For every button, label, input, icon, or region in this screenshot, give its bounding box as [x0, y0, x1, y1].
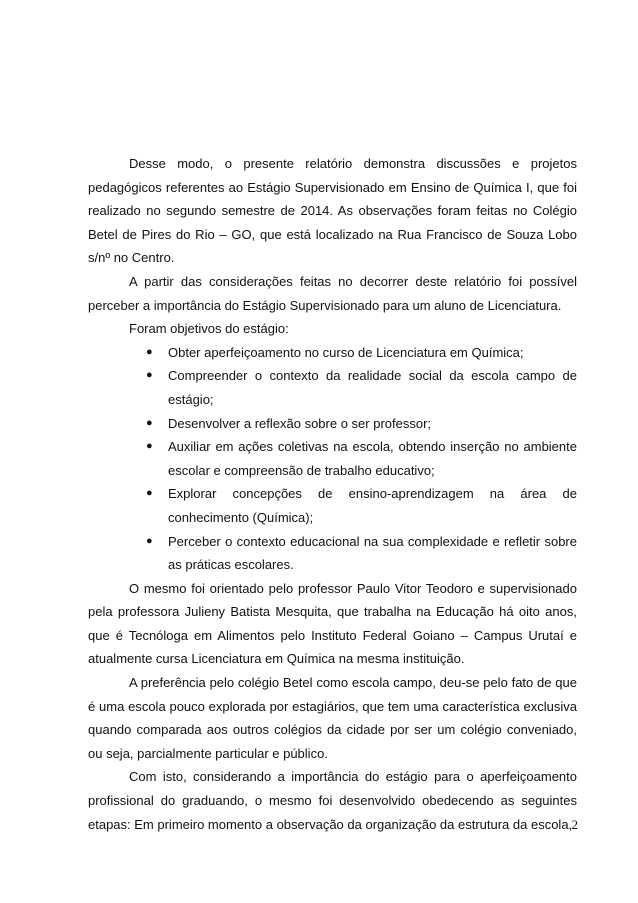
paragraph-supervision: O mesmo foi orientado pelo professor Paulo Vitor Teodoro e supervisionado pela professora Julieny Batista Mesquita, que trabalha na Educação há oito anos, que é Tecnóloga em Alimentos pelo Instituto Federal Goiano – Campus Urutaí e atualmente cursa Licenciatura em Química na mesma instituição. [88, 580, 577, 667]
list-item-text: Obter aperfeiçoamento no curso de Licenciatura em Química; [168, 344, 524, 360]
page-number: 2 [571, 817, 578, 832]
list-item [88, 530, 577, 577]
bullet-icon: ● [146, 487, 153, 500]
paragraph-school-choice: A preferência pelo colégio Betel como escola campo, deu-se pelo fato de que é uma escola pouco explorada por estagiários, que tem uma característica exclusiva quando comparada aos outros colégios da cidade por ser um colégio conveniado, ou seja, parcialmente particular e público. [88, 675, 577, 761]
bullet-icon: ● [146, 345, 153, 358]
bullet-icon: ● [146, 440, 153, 453]
list-item-text: Compreender o contexto da realidade social da escola campo de estágio; [168, 368, 577, 407]
list-item [88, 482, 577, 529]
list-item-text: Auxiliar em ações coletivas na escola, obtendo inserção no ambiente escolar e compreensão de trabalho educativo; [168, 439, 577, 478]
list-item-text: Desenvolver a reflexão sobre o ser professor; [168, 415, 432, 431]
bullet-icon: ● [146, 416, 153, 429]
objectives-list [88, 341, 577, 577]
list-item-text: Explorar concepções de ensino-aprendizagem na área de conhecimento (Química); [168, 486, 577, 525]
list-item [88, 435, 577, 482]
paragraph-intro: Desse modo, o presente relatório demonstra discussões e projetos pedagógicos referentes ao Estágio Supervisionado em Ensino de Química I, que foi realizado no segundo semestre de 2014. As observações foram feitas no Colégio Betel de Pires do Rio – GO, que está localizado na Rua Francisco de Souza Lobo s/nº no Centro. [88, 156, 577, 266]
bullet-icon: ● [146, 369, 153, 382]
paragraph-stages: Com isto, considerando a importância do estágio para o aperfeiçoamento profissional do graduando, o mesmo foi desenvolvido obedecendo as seguintes etapas: Em primeiro momento a observação da organização da estrutura da escola, [88, 769, 577, 832]
bullet-icon: ● [146, 534, 153, 547]
list-item-text: Perceber o contexto educacional na sua complexidade e refletir sobre as práticas escolares. [168, 533, 577, 573]
body-text [88, 152, 577, 836]
list-item [88, 412, 577, 436]
list-item [88, 364, 577, 411]
list-item [88, 341, 577, 365]
paragraph-importance: A partir das considerações feitas no decorrer deste relatório foi possível perceber a importância do Estágio Supervisionado para um aluno de Licenciatura. [88, 273, 577, 313]
paragraph-objectives-heading: Foram objetivos do estágio: [129, 321, 289, 337]
